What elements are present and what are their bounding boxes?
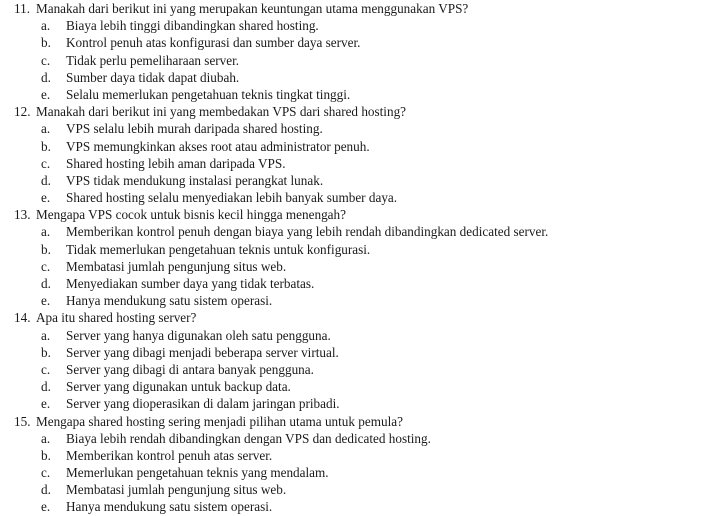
option-letter: b. [41, 35, 51, 51]
option-text: Membatasi jumlah pengunjung situs web. [66, 482, 287, 498]
option-text: Membatasi jumlah pengunjung situs web. [66, 258, 287, 274]
option-text: Shared hosting lebih aman daripada VPS. [66, 155, 286, 171]
option-text: VPS selalu lebih murah daripada shared hosting. [66, 121, 323, 137]
question-block [0, 309, 701, 412]
option-text: Sumber daya tidak dapat diubah. [66, 69, 240, 85]
option-letter: e. [41, 396, 51, 412]
option-line[interactable] [0, 120, 701, 137]
option-text: Biaya lebih tinggi dibandingkan shared hosting. [66, 18, 319, 34]
option-text: Memberikan kontrol penuh atas server. [66, 447, 273, 463]
option-letter: d. [41, 379, 51, 395]
option-letter: d. [41, 482, 51, 498]
option-letter: a. [41, 224, 51, 240]
option-line[interactable] [0, 430, 701, 447]
option-letter: e. [41, 293, 51, 309]
question-text: Mengapa VPS cocok untuk bisnis kecil hingga menengah? [36, 207, 346, 223]
option-text: Server yang hanya digunakan oleh satu pengguna. [66, 327, 331, 343]
option-line[interactable] [0, 292, 701, 309]
question-block [0, 103, 701, 206]
option-text: Biaya lebih rendah dibandingkan dengan VPS dan dedicated hosting. [66, 430, 431, 446]
option-text: Tidak perlu pemeliharaan server. [66, 52, 240, 68]
question-line [0, 0, 701, 17]
option-line[interactable] [0, 275, 701, 292]
option-line[interactable] [0, 258, 701, 275]
question-number: 11. [14, 1, 30, 16]
option-letter: c. [41, 361, 51, 377]
option-letter: b. [41, 344, 51, 360]
option-text: Memberikan kontrol penuh dengan biaya yang lebih rendah dibandingkan dedicated server. [66, 224, 549, 240]
option-line[interactable] [0, 172, 701, 189]
option-letter: b. [41, 138, 51, 154]
option-letter: d. [41, 69, 51, 85]
option-text: Server yang dibagi di antara banyak pengguna. [66, 361, 314, 377]
question-block [0, 413, 701, 516]
option-text: VPS tidak mendukung instalasi perangkat lunak. [66, 172, 324, 188]
option-letter: a. [41, 327, 51, 343]
option-letter: e. [41, 499, 51, 515]
option-line[interactable] [0, 155, 701, 172]
option-line[interactable] [0, 138, 701, 155]
option-letter: c. [41, 155, 51, 171]
option-text: Server yang digunakan untuk backup data. [66, 379, 291, 395]
option-line[interactable] [0, 189, 701, 206]
option-text: Kontrol penuh atas konfigurasi dan sumber daya server. [66, 35, 361, 51]
option-text: Menyediakan sumber daya yang tidak terbatas. [66, 276, 315, 291]
option-letter: b. [41, 447, 51, 463]
option-line[interactable] [0, 481, 701, 498]
option-letter: c. [41, 52, 51, 68]
option-letter: b. [41, 241, 51, 257]
option-text: Hanya mendukung satu sistem operasi. [66, 499, 273, 515]
question-text: Apa itu shared hosting server? [36, 310, 197, 326]
option-letter: c. [41, 258, 51, 274]
option-letter: c. [41, 465, 51, 481]
option-letter: e. [41, 86, 51, 102]
question-number: 15. [14, 413, 31, 429]
option-line[interactable] [0, 464, 701, 481]
option-line[interactable] [0, 361, 701, 378]
option-line[interactable] [0, 395, 701, 412]
option-line[interactable] [0, 86, 701, 103]
option-text: Memerlukan pengetahuan teknis yang mendalam. [66, 465, 329, 481]
option-line[interactable] [0, 223, 701, 240]
option-line[interactable] [0, 241, 701, 258]
option-letter: a. [41, 430, 51, 446]
option-line[interactable] [0, 17, 701, 34]
option-text: VPS memungkinkan akses root atau administrator penuh. [66, 138, 370, 154]
question-line [0, 103, 701, 120]
question-number: 14. [14, 310, 31, 326]
option-line[interactable] [0, 52, 701, 69]
option-text: Server yang dioperasikan di dalam jaringan pribadi. [66, 396, 340, 412]
option-letter: e. [41, 190, 51, 206]
question-line [0, 309, 701, 326]
question-block [0, 206, 701, 309]
question-text: Mengapa shared hosting sering menjadi pilihan utama untuk pemula? [36, 413, 403, 429]
option-text: Tidak memerlukan pengetahuan teknis untuk konfigurasi. [66, 241, 371, 257]
option-text: Server yang dibagi menjadi beberapa server virtual. [66, 344, 339, 360]
question-number: 13. [14, 207, 31, 223]
option-text: Shared hosting selalu menyediakan lebih banyak sumber daya. [66, 190, 398, 206]
question-number: 12. [14, 104, 31, 120]
option-letter: a. [41, 121, 51, 137]
option-letter: d. [41, 276, 51, 291]
option-line[interactable] [0, 498, 701, 515]
question-line [0, 206, 701, 223]
option-letter: a. [41, 18, 51, 34]
question-block [0, 0, 701, 103]
option-line[interactable] [0, 447, 701, 464]
option-line[interactable] [0, 34, 701, 51]
question-text: Manakah dari berikut ini yang membedakan VPS dari shared hosting? [36, 104, 407, 120]
option-line[interactable] [0, 344, 701, 361]
question-line [0, 413, 701, 430]
option-line[interactable] [0, 378, 701, 395]
option-line[interactable] [0, 327, 701, 344]
option-text: Selalu memerlukan pengetahuan teknis tingkat tinggi. [66, 86, 351, 102]
option-text: Hanya mendukung satu sistem operasi. [66, 293, 273, 309]
option-line[interactable] [0, 69, 701, 86]
option-letter: d. [41, 172, 51, 188]
question-text: Manakah dari berikut ini yang merupakan keuntungan utama menggunakan VPS? [36, 1, 469, 16]
